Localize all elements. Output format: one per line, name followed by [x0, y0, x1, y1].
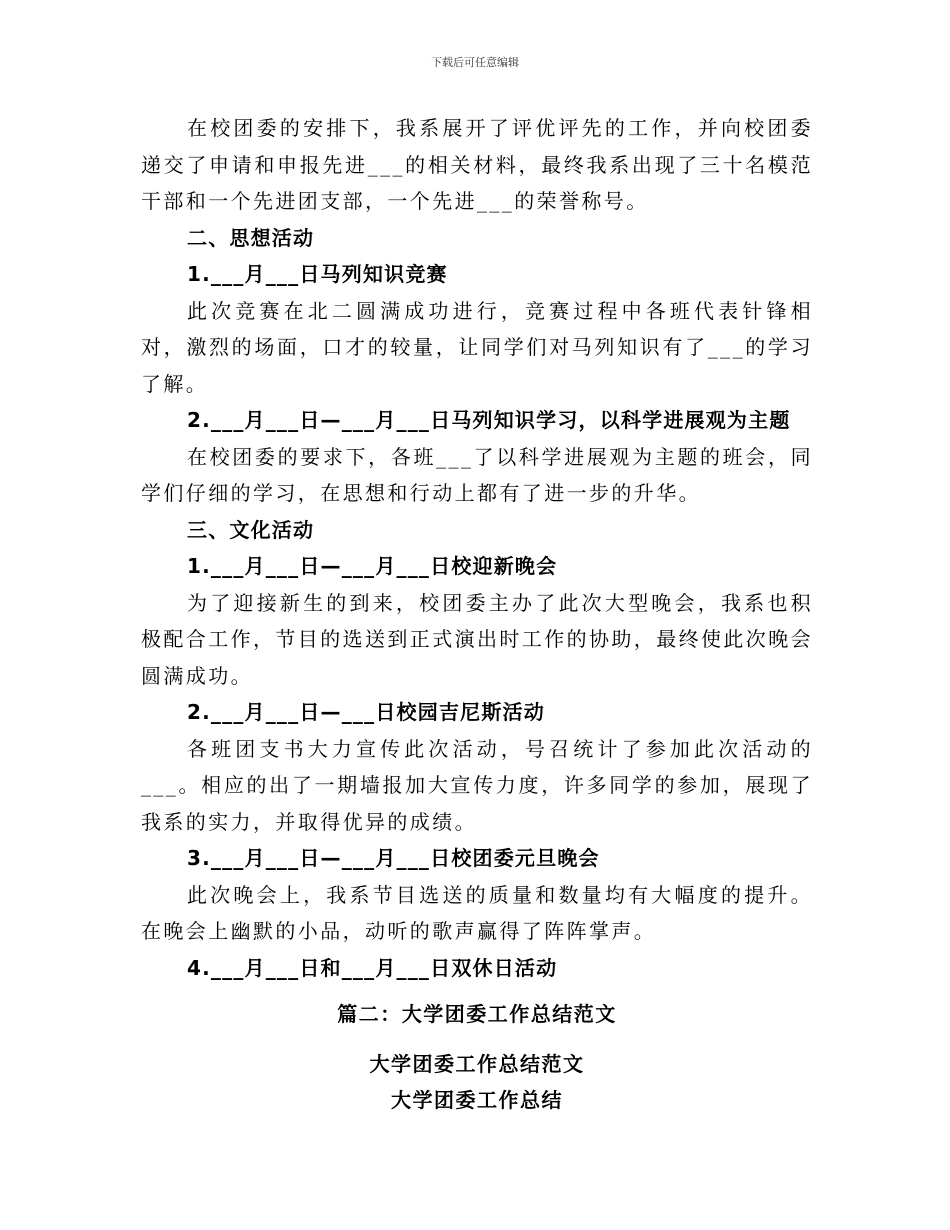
paragraph: 在校团委的安排下，我系展开了评优评先的工作，并向校团委递交了申请和申报先进___的相关材料，最终我系出现了三十名模范干部和一个先进团支部，一个先进___的荣誉称号。 [141, 116, 813, 213]
section-heading: 二、思想活动 [187, 225, 315, 250]
paragraph: 此次竞赛在北二圆满成功进行，竞赛过程中各班代表针锋相对，激烈的场面，口才的较量，让同学们对马列知识有了___的学习了解。 [141, 298, 813, 396]
item-heading: 3.___月___日—___月___日校团委元旦晚会 [187, 846, 600, 870]
item-heading: 1.___月___日马列知识竞赛 [187, 262, 448, 286]
paragraph: 此次晚会上，我系节目选送的质量和数量均有大幅度的提升。在晚会上幽默的小品，动听的歌声赢得了阵阵掌声。 [141, 882, 813, 943]
paragraph: 各班团支书大力宣传此次活动，号召统计了参加此次活动的___。相应的出了一期墙报加大宣传力度，许多同学的参加，展现了我系的实力，并取得优异的成绩。 [141, 736, 813, 834]
page-header: 下载后可任意编辑 [431, 56, 519, 69]
section-title: 篇二：大学团委工作总结范文 [337, 1002, 617, 1026]
paragraph: 为了迎接新生的到来，校团委主办了此次大型晚会，我系也积极配合工作，节目的选送到正式演出时工作的协助，最终使此次晚会圆满成功。 [141, 590, 813, 688]
item-heading: 1.___月___日—___月___日校迎新晚会 [187, 554, 558, 578]
section-heading: 三、文化活动 [187, 517, 315, 542]
paragraph: 在校团委的要求下，各班___了以科学进展观为主题的班会，同学们仔细的学习，在思想和行动上都有了进一步的升华。 [141, 444, 813, 505]
document-title: 大学团委工作总结范文 [369, 1052, 585, 1076]
item-heading: 4.___月___日和___月___日双休日活动 [187, 955, 558, 980]
document-body [141, 110, 813, 1118]
document-subtitle: 大学团委工作总结 [391, 1088, 563, 1112]
item-heading: 2.___月___日—___月___日马列知识学习，以科学进展观为主题 [187, 408, 791, 432]
item-heading: 2.___月___日—___日校园吉尼斯活动 [187, 700, 545, 724]
